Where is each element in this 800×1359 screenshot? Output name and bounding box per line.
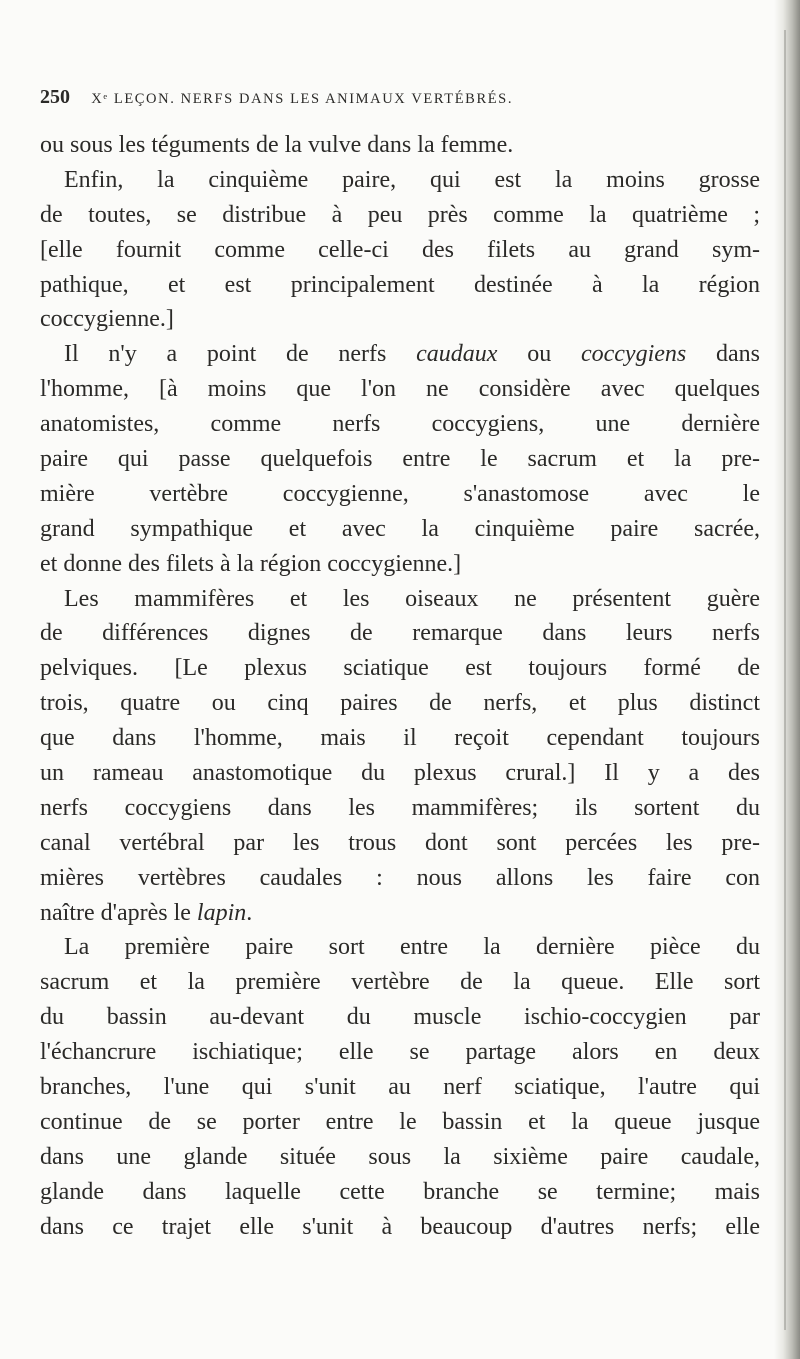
text-line — [40, 547, 760, 582]
line-text: [elle fournit comme celle-ci des filets au grand sym- — [40, 236, 760, 263]
text-line — [40, 198, 760, 233]
line-text: ou — [497, 341, 581, 368]
text-line — [40, 582, 760, 617]
body-text — [40, 128, 760, 1245]
italic-term: caudaux — [416, 341, 498, 368]
line-text: l'échancrure ischiatique; elle se partage alors en deux — [40, 1039, 760, 1066]
line-text: et donne des filets à la région coccygienne.] — [40, 550, 462, 577]
binding-shadow-line — [784, 30, 786, 1330]
line-text: Les mammifères et les oiseaux ne présentent guère — [64, 585, 760, 612]
running-title: Xᵉ LEÇON. NERFS DANS LES ANIMAUX VERTÉBRÉS. — [91, 91, 514, 107]
page-number: 250 — [40, 86, 70, 108]
line-text: de différences dignes de remarque dans leurs nerfs — [40, 620, 760, 647]
text-line — [40, 930, 760, 965]
text-line — [40, 337, 760, 372]
line-text: sacrum et la première vertèbre de la queue. Elle sort — [40, 969, 760, 996]
line-text: paire qui passe quelquefois entre le sacrum et la pre- — [40, 446, 760, 473]
text-line — [40, 442, 760, 477]
line-text: continue de se porter entre le bassin et la queue jusque — [40, 1108, 760, 1135]
line-text: un rameau anastomotique du plexus crural.] Il y a des — [40, 760, 760, 787]
line-text: dans — [686, 341, 760, 368]
line-text: Il n'y a point de nerfs — [64, 341, 417, 368]
line-text: pelviques. [Le plexus sciatique est toujours formé de — [40, 655, 760, 682]
line-text: trois, quatre ou cinq paires de nerfs, et plus distinct — [40, 690, 760, 717]
text-line — [40, 791, 760, 826]
italic-term: coccygiens — [580, 341, 687, 368]
line-text: dans ce trajet elle s'unit à beaucoup d'autres nerfs; elle — [40, 1213, 760, 1240]
text-line — [40, 721, 760, 756]
text-line — [40, 1000, 760, 1035]
text-line — [40, 512, 760, 547]
text-line — [40, 1140, 760, 1175]
line-text: canal vertébral par les trous dont sont percées les pre- — [40, 829, 760, 856]
text-line — [40, 826, 760, 861]
text-line — [40, 965, 760, 1000]
text-line — [40, 1105, 760, 1140]
italic-term: lapin — [196, 899, 247, 926]
text-line — [40, 302, 760, 337]
line-text: grand sympathique et avec la cinquième paire sacrée, — [40, 515, 760, 542]
line-text: de toutes, se distribue à peu près comme la quatrième ; — [40, 201, 760, 228]
text-line — [40, 233, 760, 268]
text-line — [40, 686, 760, 721]
line-text: Enfin, la cinquième paire, qui est la moins grosse — [64, 166, 760, 193]
line-text: ou sous les téguments de la vulve dans la femme. — [40, 132, 514, 158]
text-line — [40, 268, 760, 303]
line-text: . — [246, 899, 253, 926]
text-line — [40, 372, 760, 407]
text-line — [40, 1070, 760, 1105]
line-text: La première paire sort entre la dernière pièce du — [64, 934, 760, 961]
text-line — [40, 163, 760, 198]
line-text: coccygienne.] — [40, 306, 174, 333]
line-text: mières vertèbres caudales : nous allons les faire con — [40, 864, 760, 891]
line-text: l'homme, [à moins que l'on ne considère avec quelques — [40, 376, 760, 403]
text-line — [40, 861, 760, 896]
text-line — [40, 1035, 760, 1070]
line-text: naître d'après le — [40, 899, 197, 926]
text-line — [40, 1210, 760, 1245]
line-text: nerfs coccygiens dans les mammifères; ils sortent du — [40, 794, 760, 821]
line-text: pathique, et est principalement destinée à la région — [40, 271, 760, 298]
text-line — [40, 477, 760, 512]
text-line — [40, 616, 760, 651]
page-binding-edge — [774, 0, 800, 1359]
text-line — [40, 756, 760, 791]
line-text: anatomistes, comme nerfs coccygiens, une dernière — [40, 411, 760, 438]
running-header — [40, 86, 740, 116]
line-text: du bassin au-devant du muscle ischio-coccygien par — [40, 1004, 760, 1031]
text-line — [40, 128, 760, 163]
line-text: que dans l'homme, mais il reçoit cependant toujours — [40, 725, 760, 752]
line-text: dans une glande située sous la sixième paire caudale, — [40, 1143, 760, 1170]
text-line — [40, 896, 760, 931]
line-text: branches, l'une qui s'unit au nerf sciatique, l'autre qui — [40, 1074, 760, 1101]
text-line — [40, 651, 760, 686]
text-line — [40, 407, 760, 442]
line-text: glande dans laquelle cette branche se termine; mais — [40, 1178, 760, 1205]
line-text: mière vertèbre coccygienne, s'anastomose avec le — [40, 480, 760, 507]
text-line — [40, 1175, 760, 1210]
